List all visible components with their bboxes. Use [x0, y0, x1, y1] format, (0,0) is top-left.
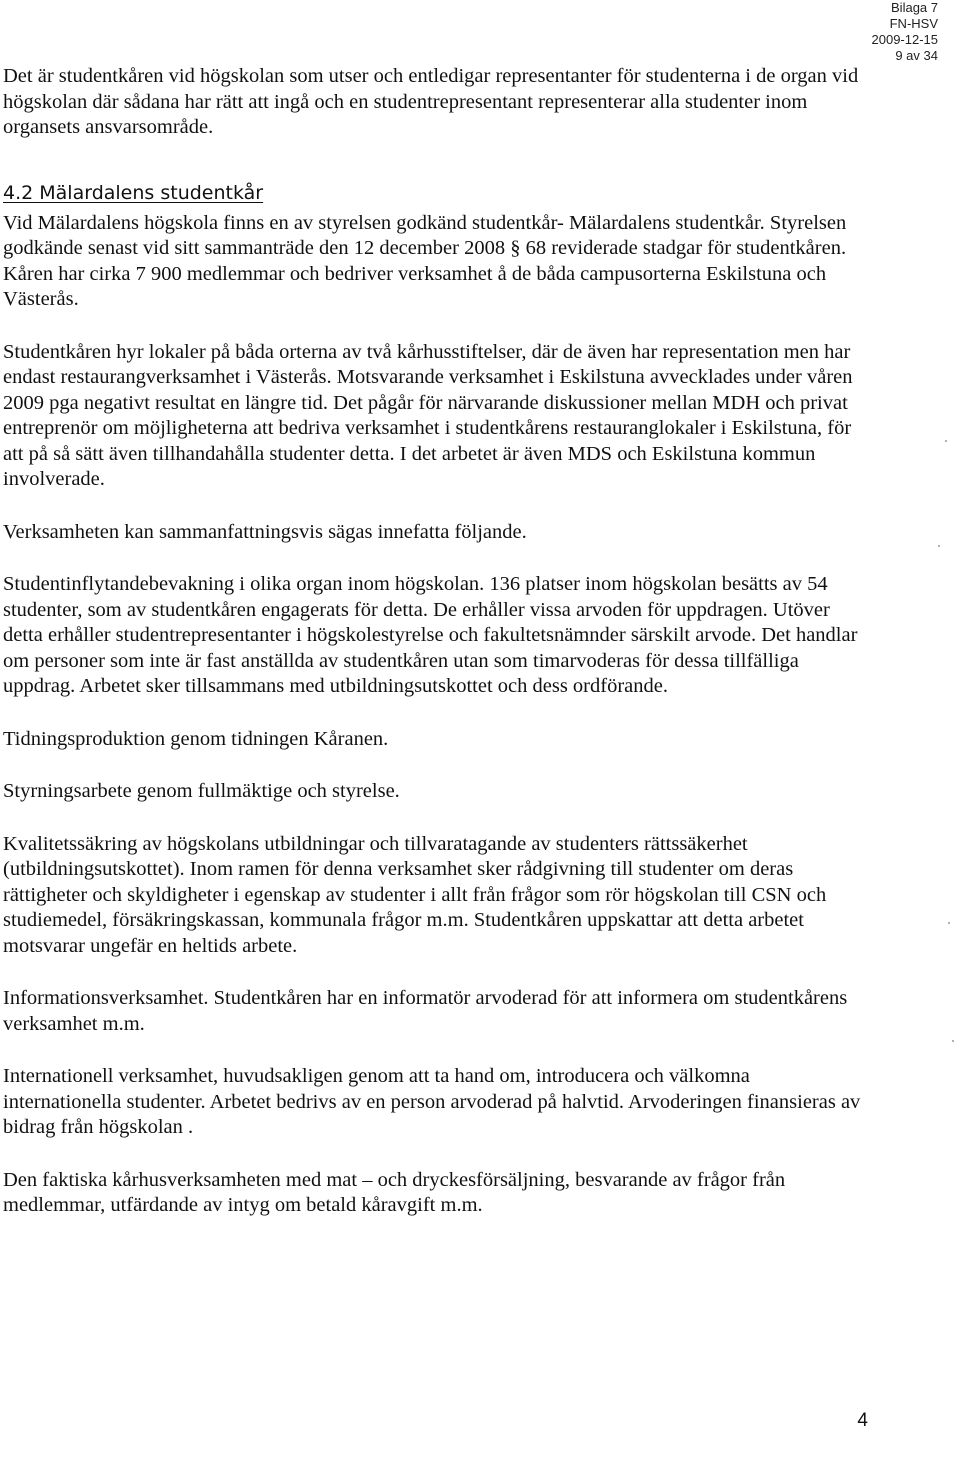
paragraph-internationell: Internationell verksamhet, huvudsakligen genom att ta hand om, introducera och välkomna internationella studenter. Arbetet bedrivs av en person arvoderad på halvtid. Arvoderingen finansieras av bidrag från högskolan . [3, 1065, 861, 1138]
scan-speck [945, 440, 947, 442]
attachment-label: Bilaga 7 [891, 0, 938, 15]
scan-speck [948, 922, 950, 924]
document-header [872, 0, 939, 64]
paragraph-tidning: Tidningsproduktion genom tidningen Kåranen. [3, 727, 389, 750]
document-date: 2009-12-15 [871, 32, 938, 47]
paragraph-lokaler: Studentkåren hyr lokaler på båda orterna av två kårhusstiftelser, där de även har representation men har endast restaurangverksamhet i Västerås. Motsvarande verksamhet i Eskilstuna avvecklades under våren 2009 pga negativt resultat en längre tid. Det pågår för närvarande diskussioner mellan MDH och privat entreprenör om möjligheterna att bedriva verksamhet i studentkårens restauranglokaler i Eskilstuna, för att på så sätt även tillhandahålla studenter detta. I det arbetet är även MDS och Eskilstuna kommun involverade. [3, 340, 853, 490]
paragraph-studentkar: Vid Mälardalens högskola finns en av styrelsen godkänd studentkår- Mälardalens studentkår. Styrelsen godkände senast vid sitt sammanträde den 12 december 2008 § 68 reviderade stadgar för studentkåren. Kåren har cirka 7 900 medlemmar och bedriver verksamhet å de båda campusorterna Eskilstuna och Västerås. [3, 211, 847, 310]
section-heading: 4.2 Mälardalens studentkår [3, 181, 264, 204]
paragraph-verksamhet-intro: Verksamheten kan sammanfattningsvis sägas innefatta följande. [3, 520, 527, 543]
paragraph-styrning: Styrningsarbete genom fullmäktige och styrelse. [3, 780, 400, 802]
intro-paragraph: Det är studentkåren vid högskolan som utser och entledigar representanter för studenterna i de organ vid högskolan där sådana har rätt att ingå och en studentrepresentant representerar alla studenter inom organsets ansvarsområde. [3, 65, 859, 138]
paragraph-kvalitet: Kvalitetssäkring av högskolans utbildningar och tillvaratagande av studenters rättssäkerhet (utbildningsutskottet). Inom ramen för denna verksamhet sker rådgivning till studenter om deras rättigheter och skyldigheter i egenskap av studenter i allt från frågor som rör högskolan till CSN och studiemedel, försäkringskassan, kommunala frågor m.m. Studentkåren uppskattar att detta arbetet motsvarar ungefär en heltids arbete. [3, 832, 827, 957]
reference-code: FN-HSV [889, 16, 938, 31]
scan-speck [938, 545, 940, 547]
paragraph-karhus: Den faktiska kårhusverksamheten med mat – och dryckesförsäljning, besvarande av frågor från medlemmar, utfärdande av intyg om betald kåravgift m.m. [3, 1168, 786, 1216]
paragraph-information: Informationsverksamhet. Studentkåren har en informatör arvoderad för att informera om studentkårens verksamhet m.m. [3, 987, 848, 1035]
document-body [3, 64, 865, 1219]
page-number: 4 [857, 1410, 868, 1431]
page-of-label: 9 av 34 [895, 48, 938, 63]
scan-speck [952, 1040, 954, 1042]
paragraph-studentinflytande: Studentinflytandebevakning i olika organ inom högskolan. 136 platser inom högskolan besätts av 54 studenter, som av studentkåren engagerats för detta. De erhåller vissa arvoden för uppdragen. Utöver detta erhåller studentrepresentanter i högskolestyrelse och fakultetsnämnder särskilt arvode. Det handlar om personer som inte är fast anställda av studentkåren utan som timarvoderas för dessa tillfälliga uppdrag. Arbetet sker tillsammans med utbildningsutskottet och dess ordförande. [3, 573, 858, 697]
